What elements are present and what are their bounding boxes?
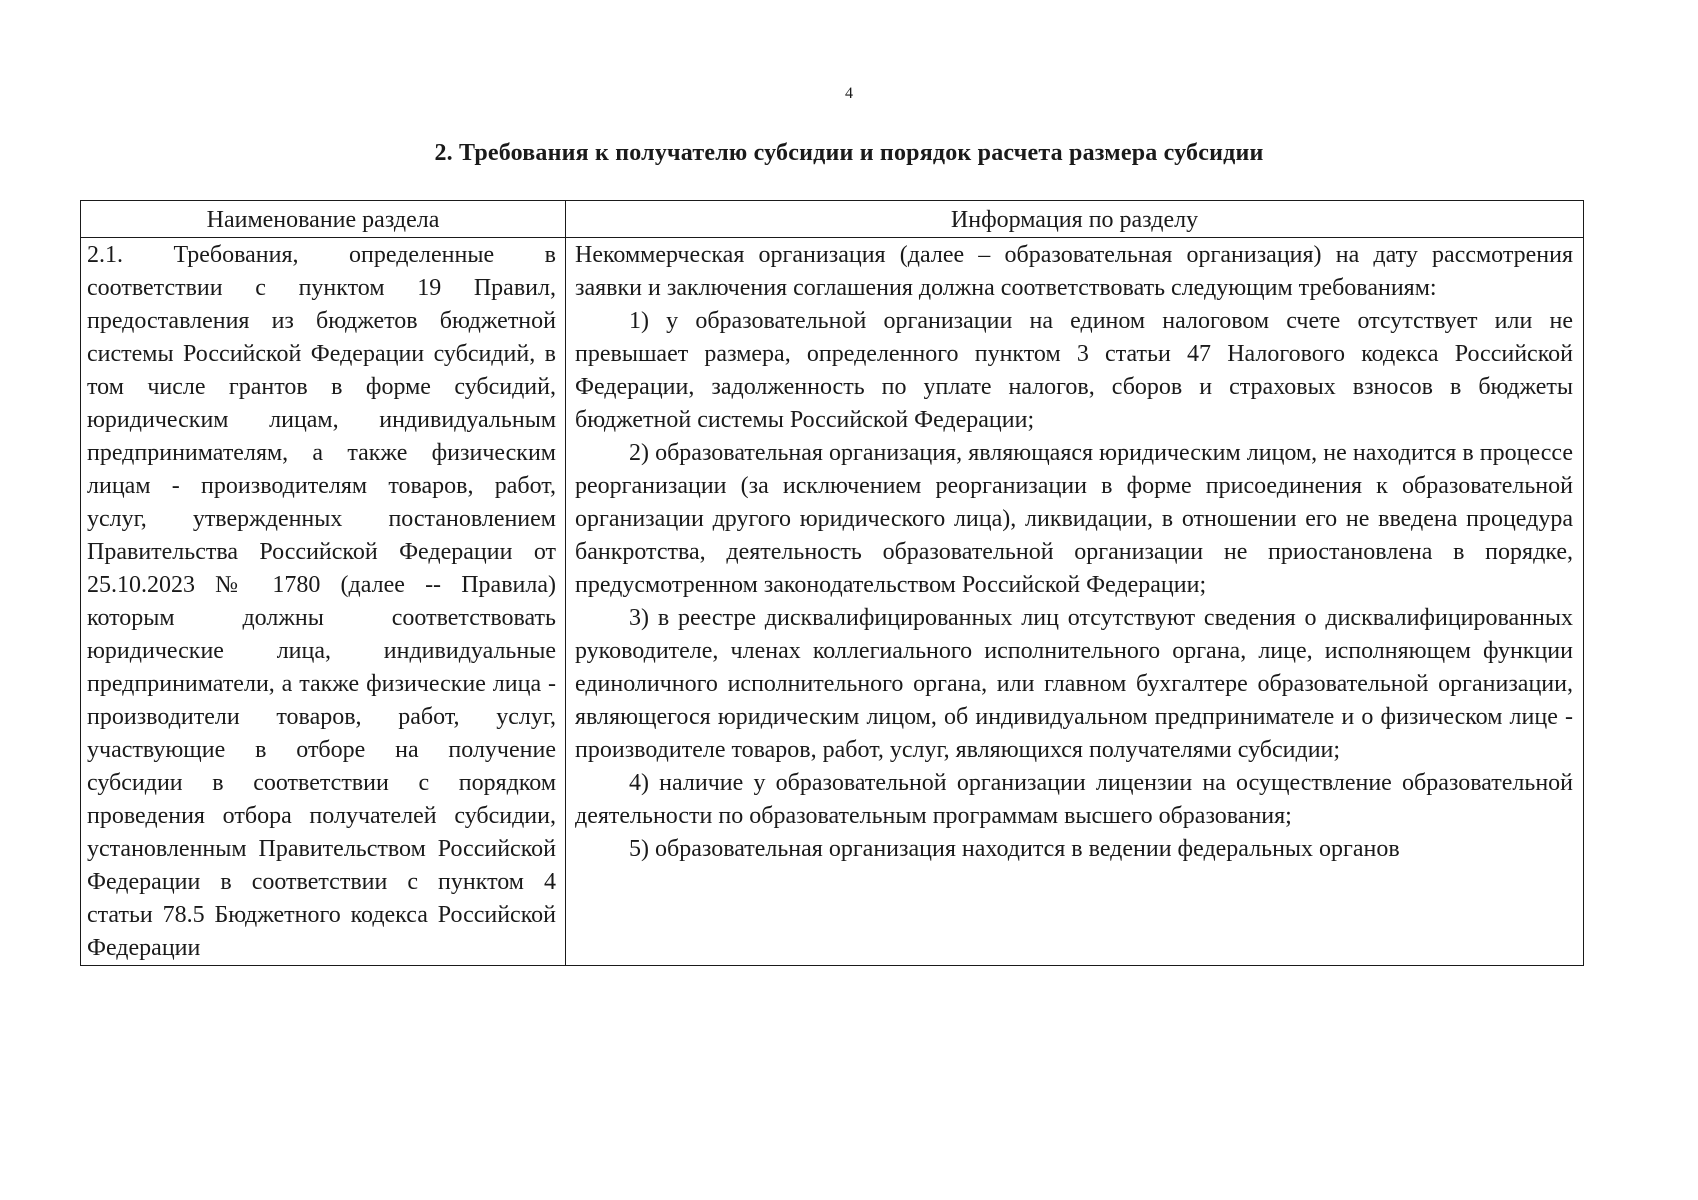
info-paragraph-3: 3) в реестре дисквалифицированных лиц отсутствуют сведения о дисквалифицированных руководителе, членах коллегиального исполнительного органа, лице, исполняющем функции единоличного исполнительного органа, или главном бухгалтере образовательной организации, являющегося юридическим лицом, об индивидуальном предпринимателе и о физическом лице - производителе товаров, работ, услуг, являющихся получателями субсидии;: [575, 605, 1573, 763]
section-name-cell: 2.1. Требования, определенные в соответствии с пунктом 19 Правил, предоставления из бюджетов бюджетной системы Российской Федерации субсидий, в том числе грантов в форме субсидий, юридическим лицам, индивидуальным предпринимателям, а также физическим лицам - производителям товаров, работ, услуг, утвержденных постановлением Правительства Российской Федерации от 25.10.2023 № 1780 (далее -- Правила) которым должны соответствовать юридические лица, индивидуальные предприниматели, а также физические лица - производители товаров, работ, услуг, участвующие в отборе на получение субсидии в соответствии с порядком проведения отбора получателей субсидии, установленным Правительством Российской Федерации в соответствии с пунктом 4 статьи 78.5 Бюджетного кодекса Российской Федерации: [81, 238, 566, 966]
header-section-info: Информация по разделу: [566, 201, 1584, 238]
section-info-cell: [566, 238, 1584, 966]
table-header-row: [81, 201, 1584, 238]
section-title: 2. Требования к получателю субсидии и порядок расчета размера субсидии: [434, 140, 1264, 166]
page-number: 4: [845, 85, 853, 102]
info-paragraph-intro: Некоммерческая организация (далее – образовательная организация) на дату рассмотрения заявки и заключения соглашения должна соответствовать следующим требованиям:: [575, 242, 1573, 301]
info-paragraph-4: 4) наличие у образовательной организации лицензии на осуществление образовательной деятельности по образовательным программам высшего образования;: [575, 770, 1573, 829]
table-row: [81, 238, 1584, 966]
header-section-name: Наименование раздела: [81, 201, 566, 238]
requirements-table: [80, 200, 1584, 966]
info-paragraph-1: 1) у образовательной организации на едином налоговом счете отсутствует или не превышает размера, определенного пунктом 3 статьи 47 Налогового кодекса Российской Федерации, задолженность по уплате налогов, сборов и страховых взносов в бюджеты бюджетной системы Российской Федерации;: [575, 308, 1573, 433]
info-paragraph-5: 5) образовательная организация находится в ведении федеральных органов: [629, 836, 1400, 862]
info-paragraph-2: 2) образовательная организация, являющаяся юридическим лицом, не находится в процессе реорганизации (за исключением реорганизации в форме присоединения к образовательной организации другого юридического лица), ликвидации, в отношении его не введена процедура банкротства, деятельность образовательной организации не приостановлена в порядке, предусмотренном законодательством Российской Федерации;: [575, 440, 1573, 598]
